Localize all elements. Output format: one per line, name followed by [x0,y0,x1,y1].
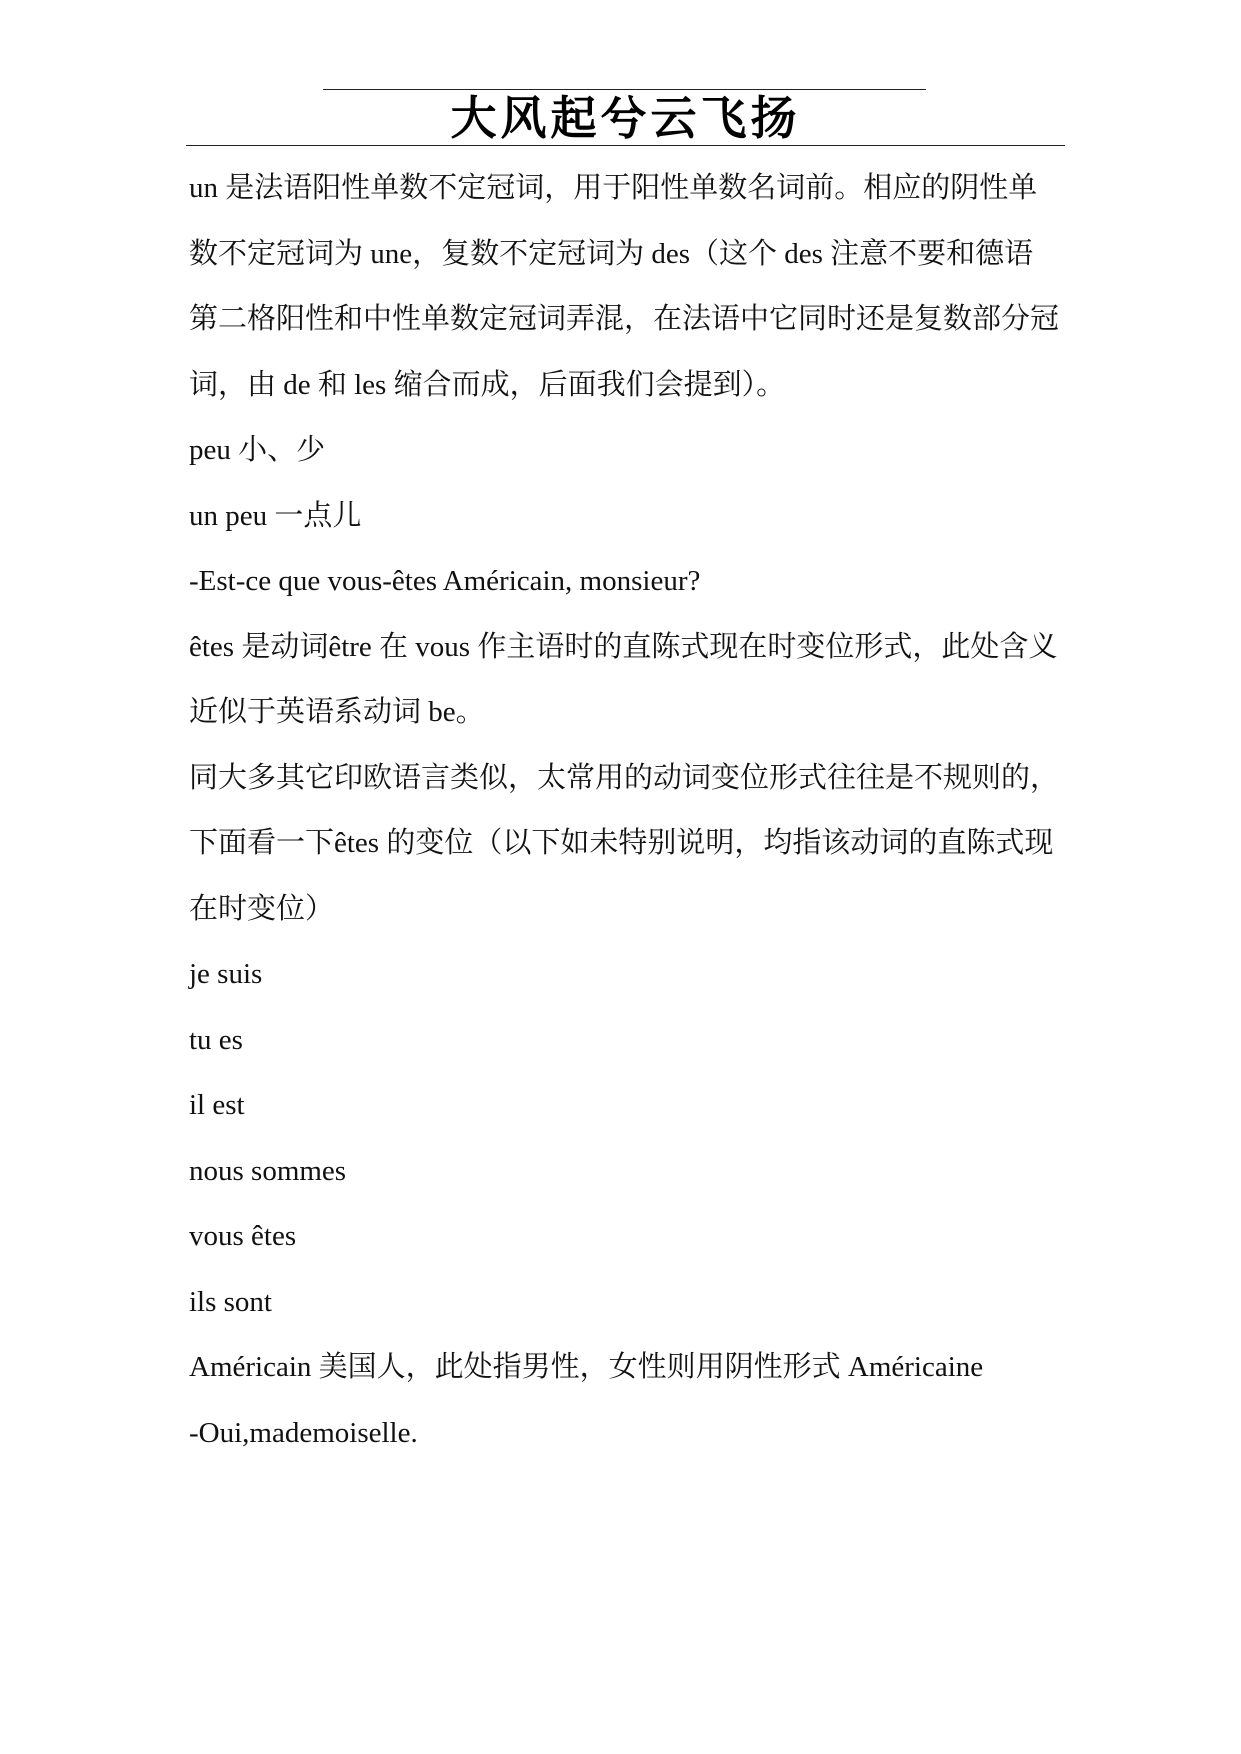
paragraph-peu: peu 小、少 [189,434,326,466]
paragraph-etes-explanation: êtes 是动词être 在 vous 作主语时的直陈式现在时变位形式，此处含义近似于英语系动词 be。 [189,630,1058,728]
conjugation-nous: nous sommes [189,1154,347,1187]
paragraph-conjugation-intro: 同大多其它印欧语言类似，太常用的动词变位形式往往是不规则的，下面看一下êtes 的变位（以下如未特别说明，均指该动词的直陈式现在时变位） [189,761,1060,925]
paragraph-dialogue-question: -Est-ce que vous-êtes Américain, monsieur? [189,565,701,597]
header-top-rule [323,89,926,90]
paragraph-dialogue-answer: -Oui,mademoiselle. [189,1416,418,1449]
conjugation-vous: vous êtes [189,1220,297,1252]
document-body [189,156,1061,1466]
paragraph-americain: Américain 美国人，此处指男性，女性则用阴性形式 Américaine [189,1351,984,1383]
conjugation-je: je suis [189,958,263,990]
page-title: 大风起兮云飞扬 [450,91,801,145]
paragraph-un-peu: un peu 一点儿 [189,499,362,532]
header-bottom-rule [186,145,1065,146]
conjugation-ils: ils sont [189,1285,272,1318]
conjugation-il: il est [189,1089,245,1121]
paragraph-indefinite-articles: un 是法语阳性单数不定冠词，用于阳性单数名词前。相应的阴性单数不定冠词为 une，复数不定冠词为 des（这个 des 注意不要和德语第二格阳性和中性单数定冠词弄混，在法语中它同时还是复数部分冠词，由 de 和 les 缩合而成，后面我们会提到）。 [189,172,1060,401]
conjugation-tu: tu es [189,1023,243,1056]
